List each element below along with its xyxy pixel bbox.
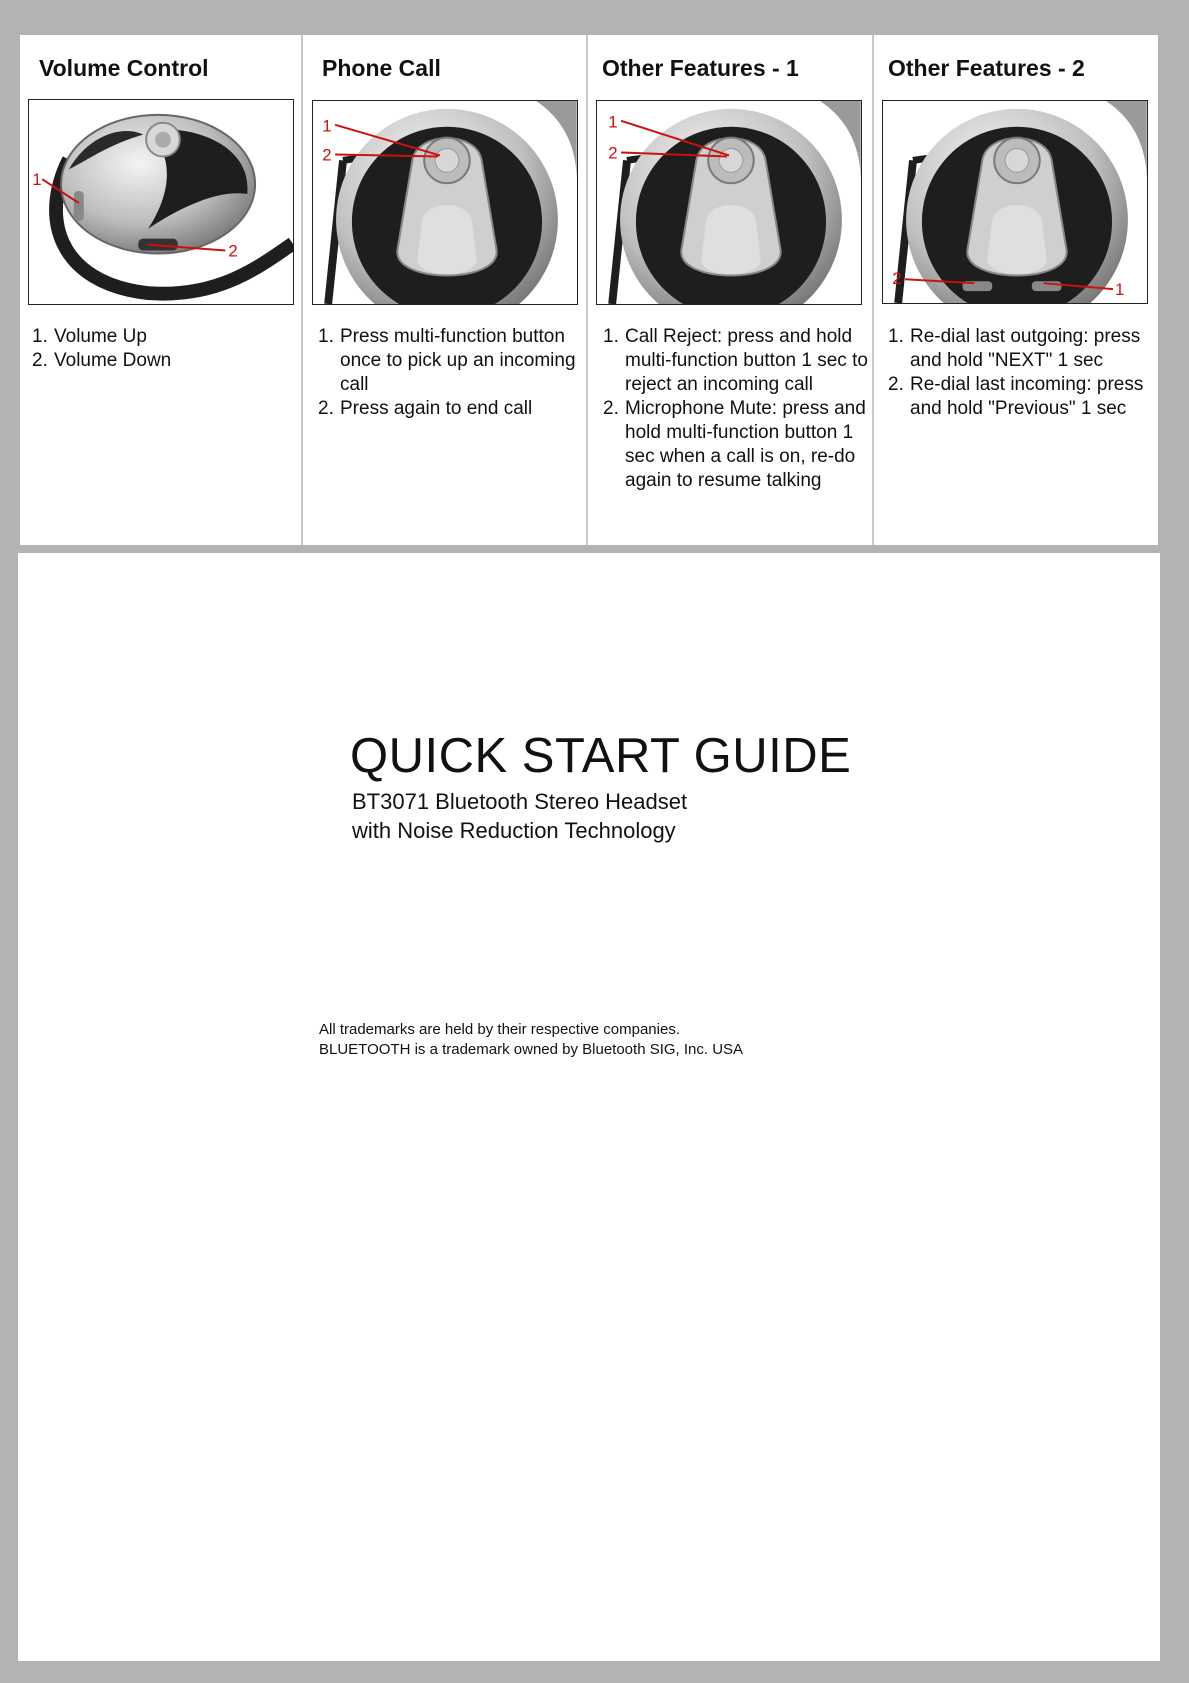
legal-line: BLUETOOTH is a trademark owned by Bluetooth SIG, Inc. USA (319, 1041, 744, 1058)
callout-1: 1 (1115, 280, 1125, 300)
column-title: Other Features - 1 (602, 55, 799, 81)
column-title: Phone Call (322, 55, 441, 81)
callout-1: 1 (32, 170, 42, 190)
list-item: 1. Re-dial last outgoing: press and hold "NEXT" 1 sec (888, 326, 1141, 371)
callout-2: 2 (608, 143, 618, 163)
subtitle-line: BT3071 Bluetooth Stereo Headset (352, 789, 688, 814)
instructions-panel (20, 35, 1158, 545)
cover-panel (18, 553, 1160, 1661)
callout-2: 2 (228, 241, 238, 261)
callout-2: 2 (892, 269, 902, 289)
headset-front-illustration (313, 101, 577, 304)
list-item: 2. Microphone Mute: press and hold multi-function button 1 sec when a call is on, re-do again to resume talking (603, 398, 866, 491)
product-subtitle (352, 787, 687, 845)
column-title: Other Features - 2 (888, 55, 1085, 81)
list-item: 1. Call Reject: press and hold multi-function button 1 sec to reject an incoming call (603, 326, 868, 395)
headset-front-illustration (883, 101, 1147, 303)
list-item: 1. Press multi-function button once to pick up an incoming call (318, 326, 576, 395)
list-item: 1. Volume Up (32, 326, 147, 347)
column-phone-call (303, 35, 588, 545)
column-other-features-2 (874, 35, 1158, 545)
list-item: 2. Press again to end call (318, 398, 533, 419)
volume-steps (32, 325, 294, 373)
headset-side-photo (28, 99, 294, 305)
callout-2: 2 (322, 145, 332, 165)
headset-front-photo (596, 100, 862, 305)
other-features-2-steps (888, 325, 1150, 421)
column-other-features-1 (588, 35, 874, 545)
column-volume-control (20, 35, 303, 545)
trademark-notice (319, 1020, 743, 1060)
list-item: 2. Volume Down (32, 350, 172, 371)
page-title: QUICK START GUIDE (350, 729, 852, 783)
other-features-1-steps (603, 325, 871, 493)
callout-1: 1 (322, 116, 332, 136)
headset-side-illustration (29, 100, 293, 304)
subtitle-line: with Noise Reduction Technology (352, 818, 676, 843)
callout-1: 1 (608, 112, 618, 132)
headset-front-photo (312, 100, 578, 305)
column-title: Volume Control (39, 55, 209, 81)
list-item: 2. Re-dial last incoming: press and hold "Previous" 1 sec (888, 374, 1144, 419)
legal-line: All trademarks are held by their respective companies. (319, 1021, 680, 1038)
headset-front-illustration (597, 101, 861, 304)
headset-front-photo (882, 100, 1148, 304)
phone-call-steps (318, 325, 580, 421)
